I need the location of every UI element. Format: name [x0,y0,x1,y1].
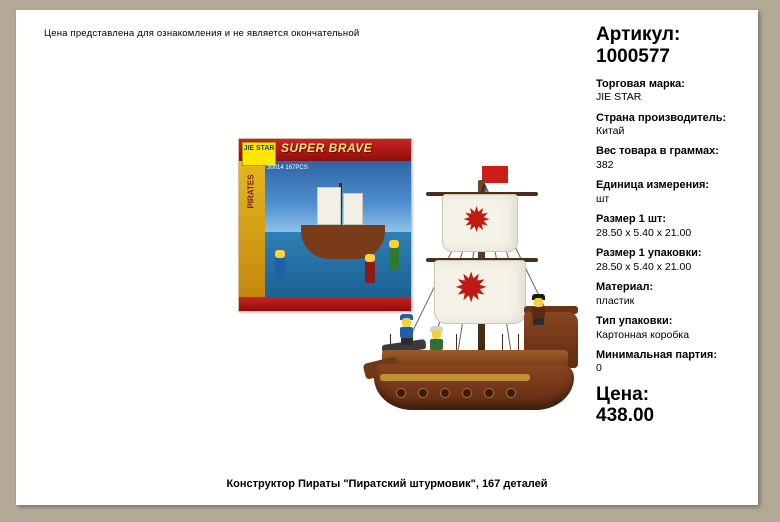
ship-hull [374,364,574,410]
minifigure-torso-icon [532,307,545,318]
minifigure-torso-icon [430,339,443,350]
info-field-material [596,281,756,308]
ship-porthole-icon [462,388,472,398]
info-field-value: 382 [596,159,614,172]
sail-emblem-icon: ✹ [464,204,490,237]
box-minifigure-head-icon [275,250,285,258]
minifigure-sailor [400,318,413,344]
price-disclaimer: Цена представлена для ознакомления и не является окончательной [44,28,360,39]
ship-porthole-icon [396,388,406,398]
box-title: SUPER BRAVE [281,141,373,155]
info-field-value: Картонная коробка [596,328,690,341]
info-field-value: шт [596,193,610,206]
info-field-package-size [596,247,756,274]
info-field-label: Вес товара в граммах: [596,145,719,158]
product-images [216,120,596,460]
info-field-label: Страна производитель: [596,111,727,124]
box-code-text: 30014 167PCS [267,165,308,171]
ship-porthole-icon [506,388,516,398]
price-label: Цена: [596,383,650,405]
price-value: 438.00 [596,405,655,427]
info-field-brand [596,78,756,105]
box-side-text: PIRATES [246,174,256,209]
sku-label: Артикул: [596,24,681,45]
info-field-country [596,112,756,139]
ship-hull-stripe [380,374,530,381]
sail-emblem-icon: ✹ [456,267,487,308]
info-field-min-batch [596,349,756,376]
info-field-value: 28.50 x 5.40 x 21.00 [596,226,692,239]
minifigure-head-icon [534,298,543,307]
info-field-label: Материал: [596,280,654,293]
minifigure-head-icon [432,330,441,339]
info-field-value: Китай [596,125,625,138]
box-minifigure-icon [275,257,285,279]
document-page [16,10,758,505]
minifigure-captain [532,298,545,324]
box-brand-badge: JIE STAR [242,142,276,166]
box-ship-sail-icon [317,187,341,225]
minifigure-legs-icon [533,318,544,325]
ship-porthole-icon [484,388,494,398]
info-field-value: пластик [596,294,635,307]
minifigure-legs-icon [401,338,412,345]
ship-porthole-icon [440,388,450,398]
info-field-label: Единица измерения: [596,179,710,192]
minifigure-head-icon [402,318,411,327]
info-field-label: Тип упаковки: [596,314,673,327]
info-field-package-type [596,315,756,342]
info-field-unit [596,179,756,206]
info-field-value: JIE STAR [596,91,642,104]
info-field-label: Размер 1 шт: [596,213,667,226]
pirate-flag-icon [482,166,508,183]
info-field-item-size [596,213,756,240]
info-field-weight [596,145,756,172]
info-field-label: Торговая марка: [596,77,685,90]
ship-porthole-icon [418,388,428,398]
info-field-label: Минимальная партия: [596,348,717,361]
product-info-panel [596,24,756,427]
minifigure-torso-icon [400,327,413,338]
info-field-label: Размер 1 упаковки: [596,247,702,260]
pirate-ship-model-photo [356,120,592,420]
info-field-value: 28.50 x 5.40 x 21.00 [596,260,692,273]
sku-value: 1000577 [596,45,670,67]
product-caption: Конструктор Пираты "Пиратский штурмовик", 167 деталей [226,478,548,490]
info-field-value: 0 [596,362,602,375]
